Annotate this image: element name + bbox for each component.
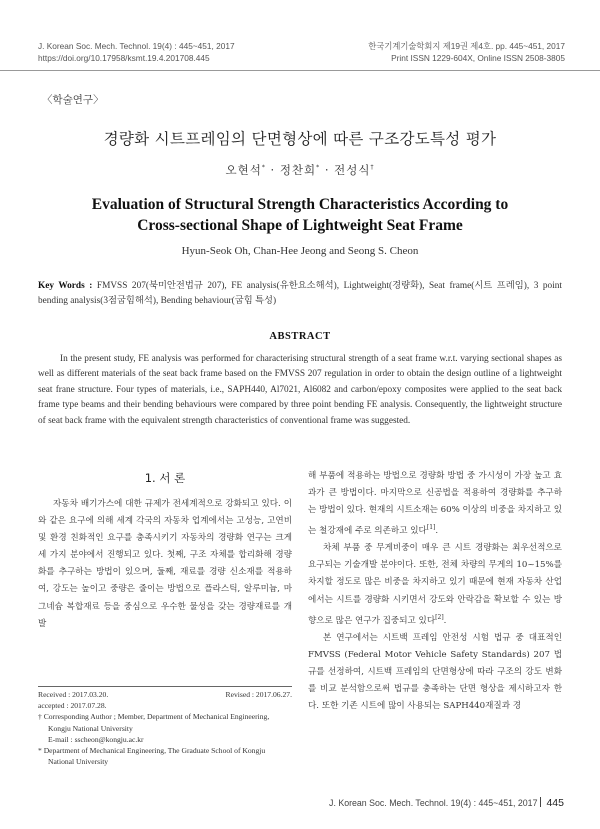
paragraph: 자동차 배기가스에 대한 규제가 전세계적으로 강화되고 있다. 이와 같은 요구에 의해 세계 각국의 자동차 업계에서는 고성능, 고연비 및 환경 친화적인 요구를 충족시키기 자동차의 경량화 연구는 크게 세 가지 분야에서 진행되고 있다. 첫째, 구조 자체를 합리화해 경량화를 추구하는 방법이 있으며, 둘째, 재료를 경량 신소재를 적용하여, 강도는 높이고 중량은 줄이는 방법으로 플라스틱, 알루미늄, 마그네슘 복합재료 등을 중심으로 우수한 물성을 갖는 경량재료를 개발 — [38, 499, 292, 629]
author-3: 전성식 — [334, 163, 371, 177]
article-category: 〈학술연구〉 — [42, 94, 104, 106]
page-footer — [329, 797, 564, 809]
period: . — [443, 615, 447, 626]
section-heading: 1. 서 론 — [144, 471, 186, 485]
corresponding-mark: † — [370, 164, 375, 172]
dates-row — [38, 689, 292, 700]
accepted-date: accepted : 2017.07.28. — [38, 701, 107, 711]
author-1: 오현석 — [225, 163, 262, 177]
paragraph — [308, 468, 562, 540]
authors-korean — [0, 162, 600, 178]
revised-date: Revised : 2017.06.27. — [225, 690, 292, 699]
body-column-left — [38, 496, 292, 633]
affiliation-mark: * — [261, 164, 266, 172]
authors-english: Hyun-Seok Oh, Chan-Hee Jeong and Seong S. Cheon — [181, 245, 419, 257]
paragraph: 본 연구에서는 시트백 프레임 안전성 시험 법규 중 대표적인 FMVSS (Federal Motor Vehicle Safety Standards) 207 법규를 선정하여, 시트백 프레임의 단면형상에 따라 구조의 강도 변화를 비교 분석함으로써 법규를 충족하는 단면 형상을 제시하고자 한다. 또한 기존 시트에 많이 사용되는 SAPH440재질과 경 — [308, 632, 562, 711]
footer-citation: J. Korean Soc. Mech. Technol. 19(4) : 445~451, 2017 — [329, 798, 538, 808]
title-english — [0, 194, 600, 236]
doi-link[interactable]: https://doi.org/10.17958/ksmt.19.4.201708.445 — [38, 53, 210, 63]
abstract-text: In the present study, FE analysis was performed for characterising structural strength of a seat frame w.r.t. varying sectional shapes as well as different materials of the seat back frame based on the FMVSS 207 regulation in order to obtain the design outline of a lightweight seat frane structure. Four types of materials, i.e., SAPH440, Al7021, Al6082 and carbon/epoxy composites were applied to the seat back frame type beams and their bending behaviours were compared by three point bending FE analysis. Consequently, the lightweight structure of seat back frame with the equivalent strength characteristics of conventional frame was suggested. — [38, 354, 562, 426]
title-english-line-2: Cross-sectional Shape of Lightweight Seat Frame — [137, 217, 463, 234]
citation-ref[interactable]: [2] — [435, 613, 444, 621]
title-korean: 경량화 시트프레임의 단면형상에 따른 구조강도특성 평가 — [103, 130, 497, 148]
running-header-left — [38, 40, 235, 64]
paragraph — [308, 540, 562, 629]
email[interactable]: E-mail : sscheon@kongju.ac.kr — [48, 734, 144, 744]
period: . — [435, 526, 439, 537]
citation-ref[interactable]: [1] — [426, 524, 436, 532]
footer-divider — [540, 797, 541, 807]
department-note: * Department of Mechanical Engineering, The Graduate School of Kongju National University — [38, 746, 266, 767]
issn: Print ISSN 1229-604X, Online ISSN 2508-3805 — [391, 53, 565, 63]
received-date: Received : 2017.03.20. — [38, 690, 109, 699]
keywords-text: FMVSS 207(북미안전법규 207), FE analysis(유한요소해석), Lightweight(경량화), Seat frame(시트 프레임), 3 point bending analysis(3점굽힘해석), Bending behaviour(굽힘 특성) — [38, 281, 563, 306]
paragraph-text: 해 부품에 적용하는 방법으로 경량화 방법 중 가시성이 가장 높고 효과가 큰 방법이다. 마지막으로 신공법을 적용하여 경량화를 추구하는 방법이 있다. 현재의 시트소재는 60% 이상의 비중을 차지하고 있는 철강재에 주로 의존하고 있다 — [308, 471, 562, 537]
journal-citation: J. Korean Soc. Mech. Technol. 19(4) : 445~451, 2017 — [38, 41, 235, 51]
author-2: 정찬희 — [279, 163, 317, 177]
running-header-right — [368, 40, 565, 64]
footnote-divider — [38, 686, 292, 687]
keywords-label: Key Words : — [38, 281, 93, 291]
corresponding-author-note: † Corresponding Author ; Member, Department of Mechanical Engineering, Kongju National University — [38, 712, 270, 733]
header-divider — [0, 70, 600, 71]
journal-citation-kr: 한국기계기술학회지 제19권 제4호. pp. 445~451, 2017 — [368, 41, 565, 51]
paragraph-text: 차체 부품 중 무게비중이 매우 큰 시트 경량화는 최우선적으로 요구되는 기술개발 분야이다. 또한, 전체 차량의 무게의 10~15%를 차지할 정도로 많은 비중을 차지하고 있기 때문에 현재 자동차 산업에서는 시트를 경량화 시키면서 강도와 안락감을 확보할 수 있는 방향으로 많은 연구가 집중되고 있다 — [308, 543, 562, 626]
keywords — [38, 279, 562, 309]
title-english-line-1: Evaluation of Structural Strength Characteristics According to — [91, 196, 509, 213]
affiliation-mark: * — [316, 164, 321, 172]
body-column-right — [308, 468, 562, 715]
page-number: 445 — [546, 797, 564, 809]
separator: · — [324, 163, 330, 177]
separator: · — [270, 163, 276, 177]
footnotes — [38, 689, 292, 767]
abstract-heading: ABSTRACT — [269, 331, 331, 342]
